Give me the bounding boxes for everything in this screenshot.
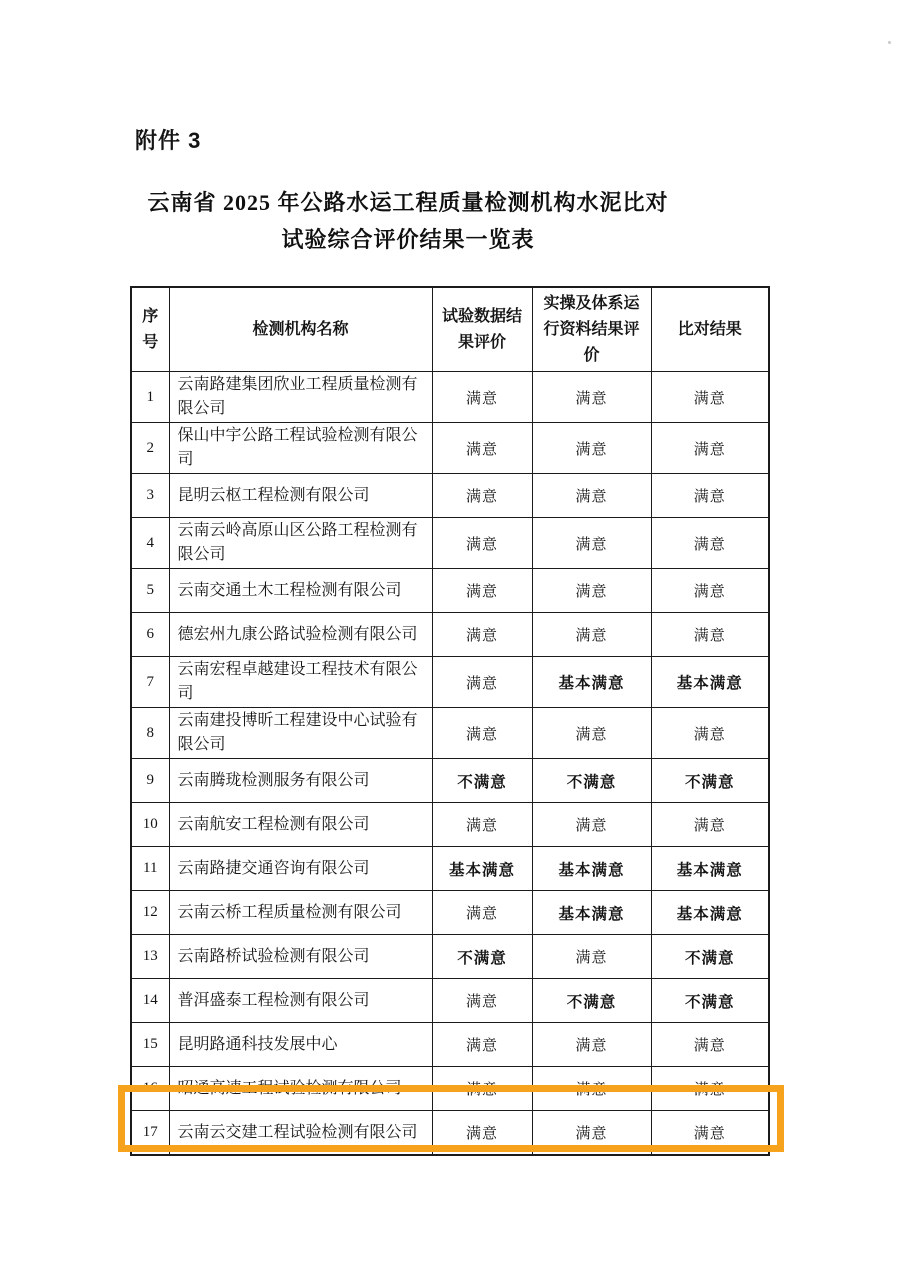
agency-name: 云南云桥工程质量检测有限公司	[169, 891, 432, 935]
comparison-result-cell: 满意	[651, 708, 769, 759]
table-row	[131, 891, 769, 935]
agency-name: 普洱盛泰工程检测有限公司	[169, 979, 432, 1023]
comparison-result-cell: 满意	[651, 803, 769, 847]
agency-name: 云南路捷交通咨询有限公司	[169, 847, 432, 891]
comparison-result-cell: 满意	[651, 1023, 769, 1067]
operation-result-cell: 满意	[532, 708, 651, 759]
comparison-result-cell: 满意	[651, 569, 769, 613]
comparison-result-cell: 满意	[651, 1111, 769, 1156]
operation-result-cell: 满意	[532, 569, 651, 613]
header-test-data-result: 试验数据结果评价	[432, 287, 532, 372]
row-serial-number: 11	[131, 847, 169, 891]
comparison-result-cell: 满意	[651, 423, 769, 474]
row-serial-number: 14	[131, 979, 169, 1023]
test-data-result-cell: 满意	[432, 569, 532, 613]
agency-name: 云南云交建工程试验检测有限公司	[169, 1111, 432, 1156]
comparison-result-cell: 满意	[651, 613, 769, 657]
table-row	[131, 759, 769, 803]
row-serial-number: 12	[131, 891, 169, 935]
test-data-result-cell: 满意	[432, 518, 532, 569]
operation-result-cell: 不满意	[532, 759, 651, 803]
agency-name: 保山中宇公路工程试验检测有限公司	[169, 423, 432, 474]
row-serial-number: 3	[131, 474, 169, 518]
agency-name: 云南航安工程检测有限公司	[169, 803, 432, 847]
comparison-result-cell: 满意	[651, 518, 769, 569]
row-serial-number: 15	[131, 1023, 169, 1067]
test-data-result-cell: 满意	[432, 708, 532, 759]
operation-result-cell: 基本满意	[532, 657, 651, 708]
test-data-result-cell: 满意	[432, 1023, 532, 1067]
table-row	[131, 979, 769, 1023]
test-data-result-cell: 基本满意	[432, 847, 532, 891]
header-agency-name: 检测机构名称	[169, 287, 432, 372]
agency-name: 云南路桥试验检测有限公司	[169, 935, 432, 979]
agency-name: 德宏州九康公路试验检测有限公司	[169, 613, 432, 657]
operation-result-cell: 满意	[532, 518, 651, 569]
agency-name: 云南交通土木工程检测有限公司	[169, 569, 432, 613]
row-serial-number: 5	[131, 569, 169, 613]
test-data-result-cell: 满意	[432, 423, 532, 474]
test-data-result-cell: 不满意	[432, 935, 532, 979]
row-serial-number: 4	[131, 518, 169, 569]
test-data-result-cell: 满意	[432, 1111, 532, 1156]
table-row	[131, 1067, 769, 1111]
agency-name: 昆明云枢工程检测有限公司	[169, 474, 432, 518]
table-row	[131, 1111, 769, 1156]
row-serial-number: 10	[131, 803, 169, 847]
comparison-result-cell: 不满意	[651, 759, 769, 803]
test-data-result-cell: 满意	[432, 803, 532, 847]
test-data-result-cell: 满意	[432, 657, 532, 708]
header-serial-number: 序号	[131, 287, 169, 372]
test-data-result-cell: 不满意	[432, 759, 532, 803]
comparison-result-cell: 满意	[651, 1067, 769, 1111]
table-row	[131, 518, 769, 569]
table-header-row	[131, 287, 769, 372]
scan-speck-artifact	[888, 41, 891, 44]
comparison-result-cell: 基本满意	[651, 657, 769, 708]
comparison-result-cell: 不满意	[651, 979, 769, 1023]
row-serial-number: 8	[131, 708, 169, 759]
row-serial-number: 2	[131, 423, 169, 474]
comparison-result-cell: 满意	[651, 372, 769, 423]
test-data-result-cell: 满意	[432, 1067, 532, 1111]
attachment-label: 附件 3	[135, 128, 202, 153]
row-serial-number: 1	[131, 372, 169, 423]
header-operation-result: 实操及体系运行资料结果评价	[532, 287, 651, 372]
table-row	[131, 803, 769, 847]
agency-name: 云南建投博昕工程建设中心试验有限公司	[169, 708, 432, 759]
row-serial-number: 13	[131, 935, 169, 979]
title-line-2: 试验综合评价结果一览表	[281, 227, 535, 252]
operation-result-cell: 满意	[532, 423, 651, 474]
test-data-result-cell: 满意	[432, 613, 532, 657]
table-row	[131, 657, 769, 708]
operation-result-cell: 满意	[532, 613, 651, 657]
results-table	[130, 286, 770, 1156]
table-row	[131, 935, 769, 979]
row-serial-number: 7	[131, 657, 169, 708]
comparison-result-cell: 基本满意	[651, 847, 769, 891]
table-row	[131, 847, 769, 891]
test-data-result-cell: 满意	[432, 474, 532, 518]
comparison-result-cell: 满意	[651, 474, 769, 518]
operation-result-cell: 满意	[532, 1023, 651, 1067]
table-row	[131, 372, 769, 423]
document-title	[0, 184, 816, 258]
row-serial-number: 16	[131, 1067, 169, 1111]
table-row	[131, 423, 769, 474]
operation-result-cell: 不满意	[532, 979, 651, 1023]
operation-result-cell: 基本满意	[532, 847, 651, 891]
table-row	[131, 708, 769, 759]
header-comparison-result: 比对结果	[651, 287, 769, 372]
agency-name: 云南云岭高原山区公路工程检测有限公司	[169, 518, 432, 569]
table-row	[131, 474, 769, 518]
agency-name: 云南腾珑检测服务有限公司	[169, 759, 432, 803]
operation-result-cell: 满意	[532, 803, 651, 847]
agency-name: 云南路建集团欣业工程质量检测有限公司	[169, 372, 432, 423]
comparison-result-cell: 基本满意	[651, 891, 769, 935]
operation-result-cell: 满意	[532, 474, 651, 518]
agency-name: 昆明路通科技发展中心	[169, 1023, 432, 1067]
operation-result-cell: 满意	[532, 372, 651, 423]
table-row	[131, 569, 769, 613]
operation-result-cell: 满意	[532, 1067, 651, 1111]
comparison-result-cell: 不满意	[651, 935, 769, 979]
row-serial-number: 17	[131, 1111, 169, 1156]
table-body	[131, 372, 769, 1156]
row-serial-number: 9	[131, 759, 169, 803]
test-data-result-cell: 满意	[432, 891, 532, 935]
row-serial-number: 6	[131, 613, 169, 657]
title-line-1: 云南省 2025 年公路水运工程质量检测机构水泥比对	[147, 190, 669, 215]
agency-name: 昭通高速工程试验检测有限公司	[169, 1067, 432, 1111]
operation-result-cell: 满意	[532, 1111, 651, 1156]
test-data-result-cell: 满意	[432, 979, 532, 1023]
test-data-result-cell: 满意	[432, 372, 532, 423]
agency-name: 云南宏程卓越建设工程技术有限公司	[169, 657, 432, 708]
table-row	[131, 613, 769, 657]
operation-result-cell: 满意	[532, 935, 651, 979]
table-row	[131, 1023, 769, 1067]
operation-result-cell: 基本满意	[532, 891, 651, 935]
